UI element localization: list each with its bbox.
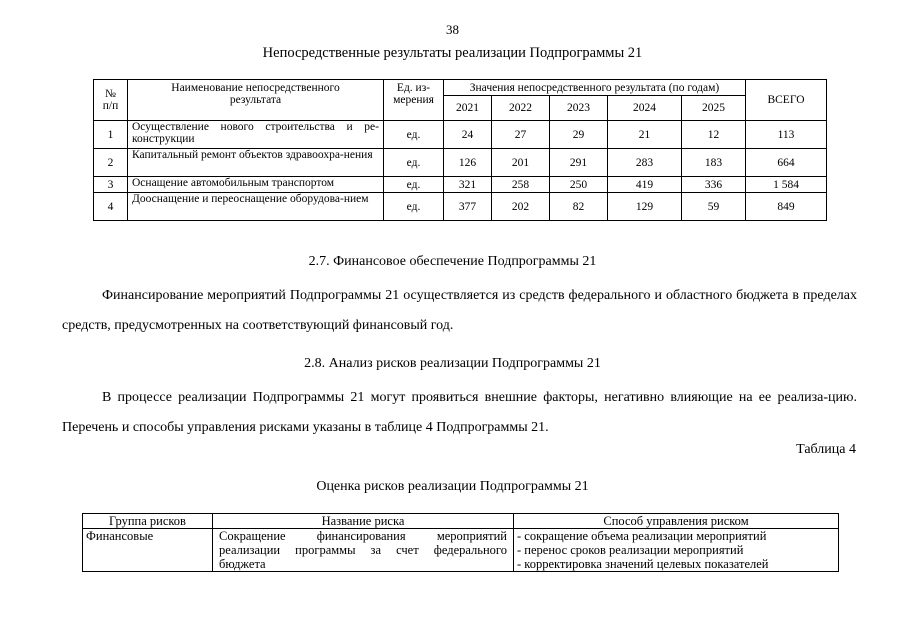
row-total: 849 <box>746 193 827 221</box>
table-row <box>94 193 827 221</box>
header-risk-name: Название риска <box>213 514 514 529</box>
row-value: 321 <box>444 177 492 193</box>
row-value: 283 <box>608 149 682 177</box>
risk-name: Сокращение финансирования мероприятий реализации программы за счет федерального бюджета <box>213 529 514 572</box>
table-row <box>94 121 827 149</box>
header-total: ВСЕГО <box>746 80 827 121</box>
header-values-group: Значения непосредственного результата (по годам) <box>444 80 746 96</box>
row-unit: ед. <box>384 193 444 221</box>
row-value: 24 <box>444 121 492 149</box>
row-value: 21 <box>608 121 682 149</box>
table-row <box>94 149 827 177</box>
row-num: 3 <box>94 177 128 193</box>
row-unit: ед. <box>384 177 444 193</box>
risks-paragraph-text: В процессе реализации Подпрограммы 21 могут проявиться внешние факторы, негативно влияющие на ее реализа-цию. Перечень и способы управления рисками указаны в таблице 4 Подпрограммы 21. <box>62 390 857 435</box>
risk-table-title: Оценка рисков реализации Подпрограммы 21 <box>316 479 589 494</box>
row-value: 291 <box>550 149 608 177</box>
header-risk-method: Способ управления риском <box>514 514 839 529</box>
table-row <box>94 177 827 193</box>
row-value: 183 <box>682 149 746 177</box>
section-heading-finance: 2.7. Финансовое обеспечение Подпрограммы 21 <box>308 254 597 269</box>
row-num: 4 <box>94 193 128 221</box>
row-value: 126 <box>444 149 492 177</box>
row-name: Оснащение автомобильным транспортом <box>128 177 384 193</box>
finance-paragraph-text: Финансирование мероприятий Подпрограммы 21 осуществляется из средств федерального и областного бюджета в пределах средств, предусмотренных на соответствующий финансовый год. <box>62 288 857 333</box>
row-value: 82 <box>550 193 608 221</box>
results-table-title: Непосредственные результаты реализации Подпрограммы 21 <box>262 45 643 61</box>
table-label: Таблица 4 <box>796 442 856 457</box>
risk-method-item: - сокращение объема реализации мероприятий <box>517 529 767 543</box>
row-value: 129 <box>608 193 682 221</box>
header-year: 2023 <box>550 96 608 121</box>
section-heading-risks: 2.8. Анализ рисков реализации Подпрограммы 21 <box>304 356 601 371</box>
risk-method-item: - корректировка значений целевых показателей <box>517 557 769 571</box>
row-name: Осуществление нового строительства и ре-конструкции <box>128 121 384 149</box>
table-row <box>83 529 839 572</box>
row-num: 1 <box>94 121 128 149</box>
page-number: 38 <box>446 22 459 37</box>
header-unit: Ед. из- мерения <box>384 80 444 121</box>
row-value: 419 <box>608 177 682 193</box>
risk-table <box>82 513 839 572</box>
risk-group: Финансовые <box>83 529 213 572</box>
row-value: 12 <box>682 121 746 149</box>
finance-paragraph <box>62 281 857 341</box>
results-table <box>93 79 827 221</box>
header-year: 2025 <box>682 96 746 121</box>
risk-methods <box>514 529 839 572</box>
row-name: Дооснащение и переоснащение оборудова-нием <box>128 193 384 221</box>
row-value: 59 <box>682 193 746 221</box>
header-year: 2024 <box>608 96 682 121</box>
header-num: № п/п <box>94 80 128 121</box>
row-value: 250 <box>550 177 608 193</box>
risk-method-item: - перенос сроков реализации мероприятий <box>517 543 744 557</box>
row-value: 27 <box>492 121 550 149</box>
row-value: 201 <box>492 149 550 177</box>
row-value: 202 <box>492 193 550 221</box>
row-total: 664 <box>746 149 827 177</box>
row-total: 1 584 <box>746 177 827 193</box>
row-name: Капитальный ремонт объектов здравоохра-нения <box>128 149 384 177</box>
row-unit: ед. <box>384 121 444 149</box>
header-name: Наименование непосредственного результата <box>128 80 384 121</box>
row-unit: ед. <box>384 149 444 177</box>
risks-paragraph <box>62 383 857 443</box>
header-risk-group: Группа рисков <box>83 514 213 529</box>
row-value: 258 <box>492 177 550 193</box>
header-year: 2021 <box>444 96 492 121</box>
row-total: 113 <box>746 121 827 149</box>
row-num: 2 <box>94 149 128 177</box>
header-year: 2022 <box>492 96 550 121</box>
row-value: 377 <box>444 193 492 221</box>
row-value: 336 <box>682 177 746 193</box>
row-value: 29 <box>550 121 608 149</box>
